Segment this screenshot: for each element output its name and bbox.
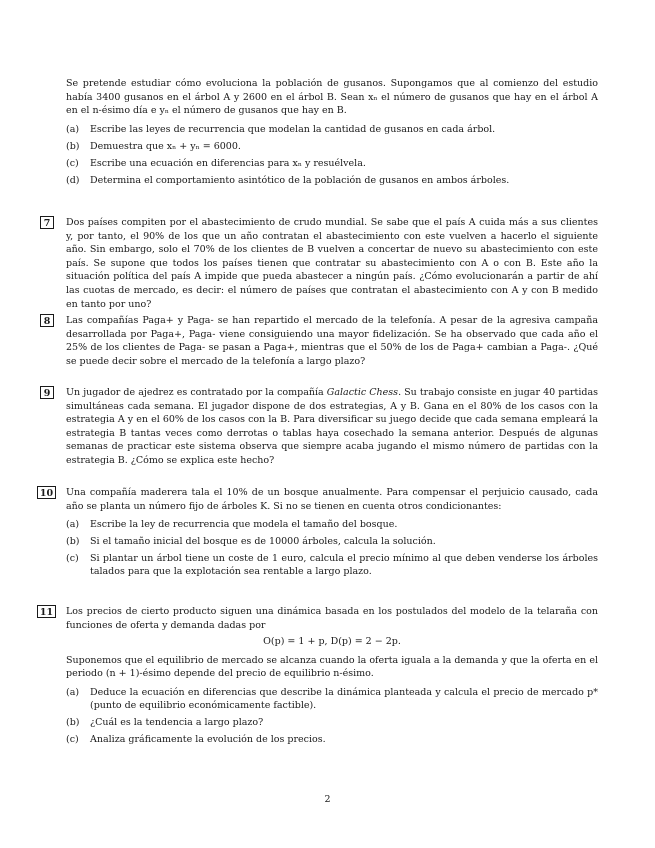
list-item: (c) Analiza gráficamente la evolución de los precios.	[66, 733, 326, 745]
list-item: (a) Escribe las leyes de recurrencia que modelan la cantidad de gusanos en cada árbol.	[66, 123, 496, 135]
list-item: (d) Determina el comportamiento asintótico de la población de gusanos en ambos árboles.	[66, 174, 510, 186]
problem-8-text: Las compañías Paga+ y Paga- se han repartido el mercado de la telefonía. A pesar de la agresiva campaña desarrollada por Paga+, Paga- viene consiguiendo una mayor fidelización. Se ha observado que cada año el 25% de los clientes de Paga- se pasan a Paga+, mientras que el 50% de los de Paga+ cambian a Paga-. ¿Qué se puede decir sobre el mercado de la telefonía a largo plazo?	[66, 315, 598, 367]
problem-9-number: 9	[40, 386, 54, 399]
list-item: (c) Escribe una ecuación en diferencias para xₙ y resuélvela.	[66, 157, 366, 169]
problem-11-number: 11	[37, 605, 56, 618]
problem-11	[66, 605, 598, 750]
problem-10-number: 10	[37, 486, 56, 499]
list-item: (c) Si plantar un árbol tiene un coste de 1 euro, calcula el precio mínimo al que deben venderse los árboles talados para que la explotación sea rentable a largo plazo.	[66, 553, 598, 578]
list-item: (a) Deduce la ecuación en diferencias que describe la dinámica planteada y calcula el precio de mercado p* (punto de equilibrio económicamente factible).	[66, 686, 598, 711]
intro-text: Se pretende estudiar cómo evoluciona la población de gusanos. Supongamos que al comienzo del estudio había 3400 gusanos en el árbol A y 2600 en el árbol B. Sean xₙ el número de gusanos que hay en el árbol A en el n-ésimo día e yₙ el número de gusanos que hay en B.	[66, 78, 598, 117]
list-item: (a) Escribe la ley de recurrencia que modela el tamaño del bosque.	[66, 519, 398, 531]
problem-7-number: 7	[40, 216, 54, 229]
list-item: (b) Demuestra que xₙ + yₙ = 6000.	[66, 140, 241, 152]
problem-10-items	[66, 518, 598, 578]
intro-problem	[66, 77, 598, 191]
company-name: Galactic Chess	[326, 387, 399, 398]
problem-7-text: Dos países compiten por el abastecimiento de crudo mundial. Se sabe que el país A cuida más a sus clientes y, por tanto, el 90% de los que un año contratan el abastecimiento con este vuelven a hacerlo el siguiente año. Sin embargo, solo el 70% de los clientes de B vuelven a concertar de nuevo su abastecimiento con este país. Se supone que todos los países tienen que contratar su abastecimiento con A o con B. Este año la situación política del país A impide que pueda abastecer a ningún país. ¿Cómo evolucionarán a partir de ahí las cuotas de mercado, es decir: el número de países que contratan el abastecimiento con A y con B medido en tanto por uno?	[66, 217, 598, 310]
problem-10-text: Una compañía maderera tala el 10% de un bosque anualmente. Para compensar el perjuicio causado, cada año se planta un número fijo de árboles K. Si no se tienen en cuenta otros condicionantes:	[66, 487, 598, 512]
problem-10	[66, 486, 598, 582]
problem-8-number: 8	[40, 314, 54, 327]
page-number: 2	[324, 794, 331, 805]
problem-11-text: Los precios de cierto producto siguen una dinámica basada en los postulados del modelo de la telaraña con funciones de oferta y demanda dadas por	[66, 606, 598, 631]
list-item: (b) Si el tamaño inicial del bosque es de 10000 árboles, calcula la solución.	[66, 536, 436, 548]
problem-9-text: Un jugador de ajedrez es contratado por la compañía Galactic Chess. Su trabajo consiste en jugar 40 partidas simultáneas cada semana. El jugador dispone de dos estrategias, A y B. Gana en el 80% de los casos con la estrategia A y en el 60% de los casos con la B. Para diversificar su juego decide que cada semana empleará la estrategia B tantas veces como derrotas o tablas haya cosechado la semana anterior. Después de algunas semanas de practicar este sistema observa que siempre acaba jugando el mismo número de partidas con la estrategia B. ¿Cómo se explica este hecho?	[66, 387, 599, 466]
problem-11-items	[66, 686, 598, 746]
supply-demand-formula: O(p) = 1 + p, D(p) = 2 − 2p.	[263, 636, 401, 648]
problem-11-text-2: Suponemos que el equilibrio de mercado se alcanza cuando la oferta iguala a la demanda y que la oferta en el periodo (n + 1)-ésimo depende del precio de equilibrio n-ésimo.	[66, 654, 598, 680]
list-item: (b) ¿Cuál es la tendencia a largo plazo?	[66, 716, 264, 728]
intro-items	[66, 123, 598, 187]
